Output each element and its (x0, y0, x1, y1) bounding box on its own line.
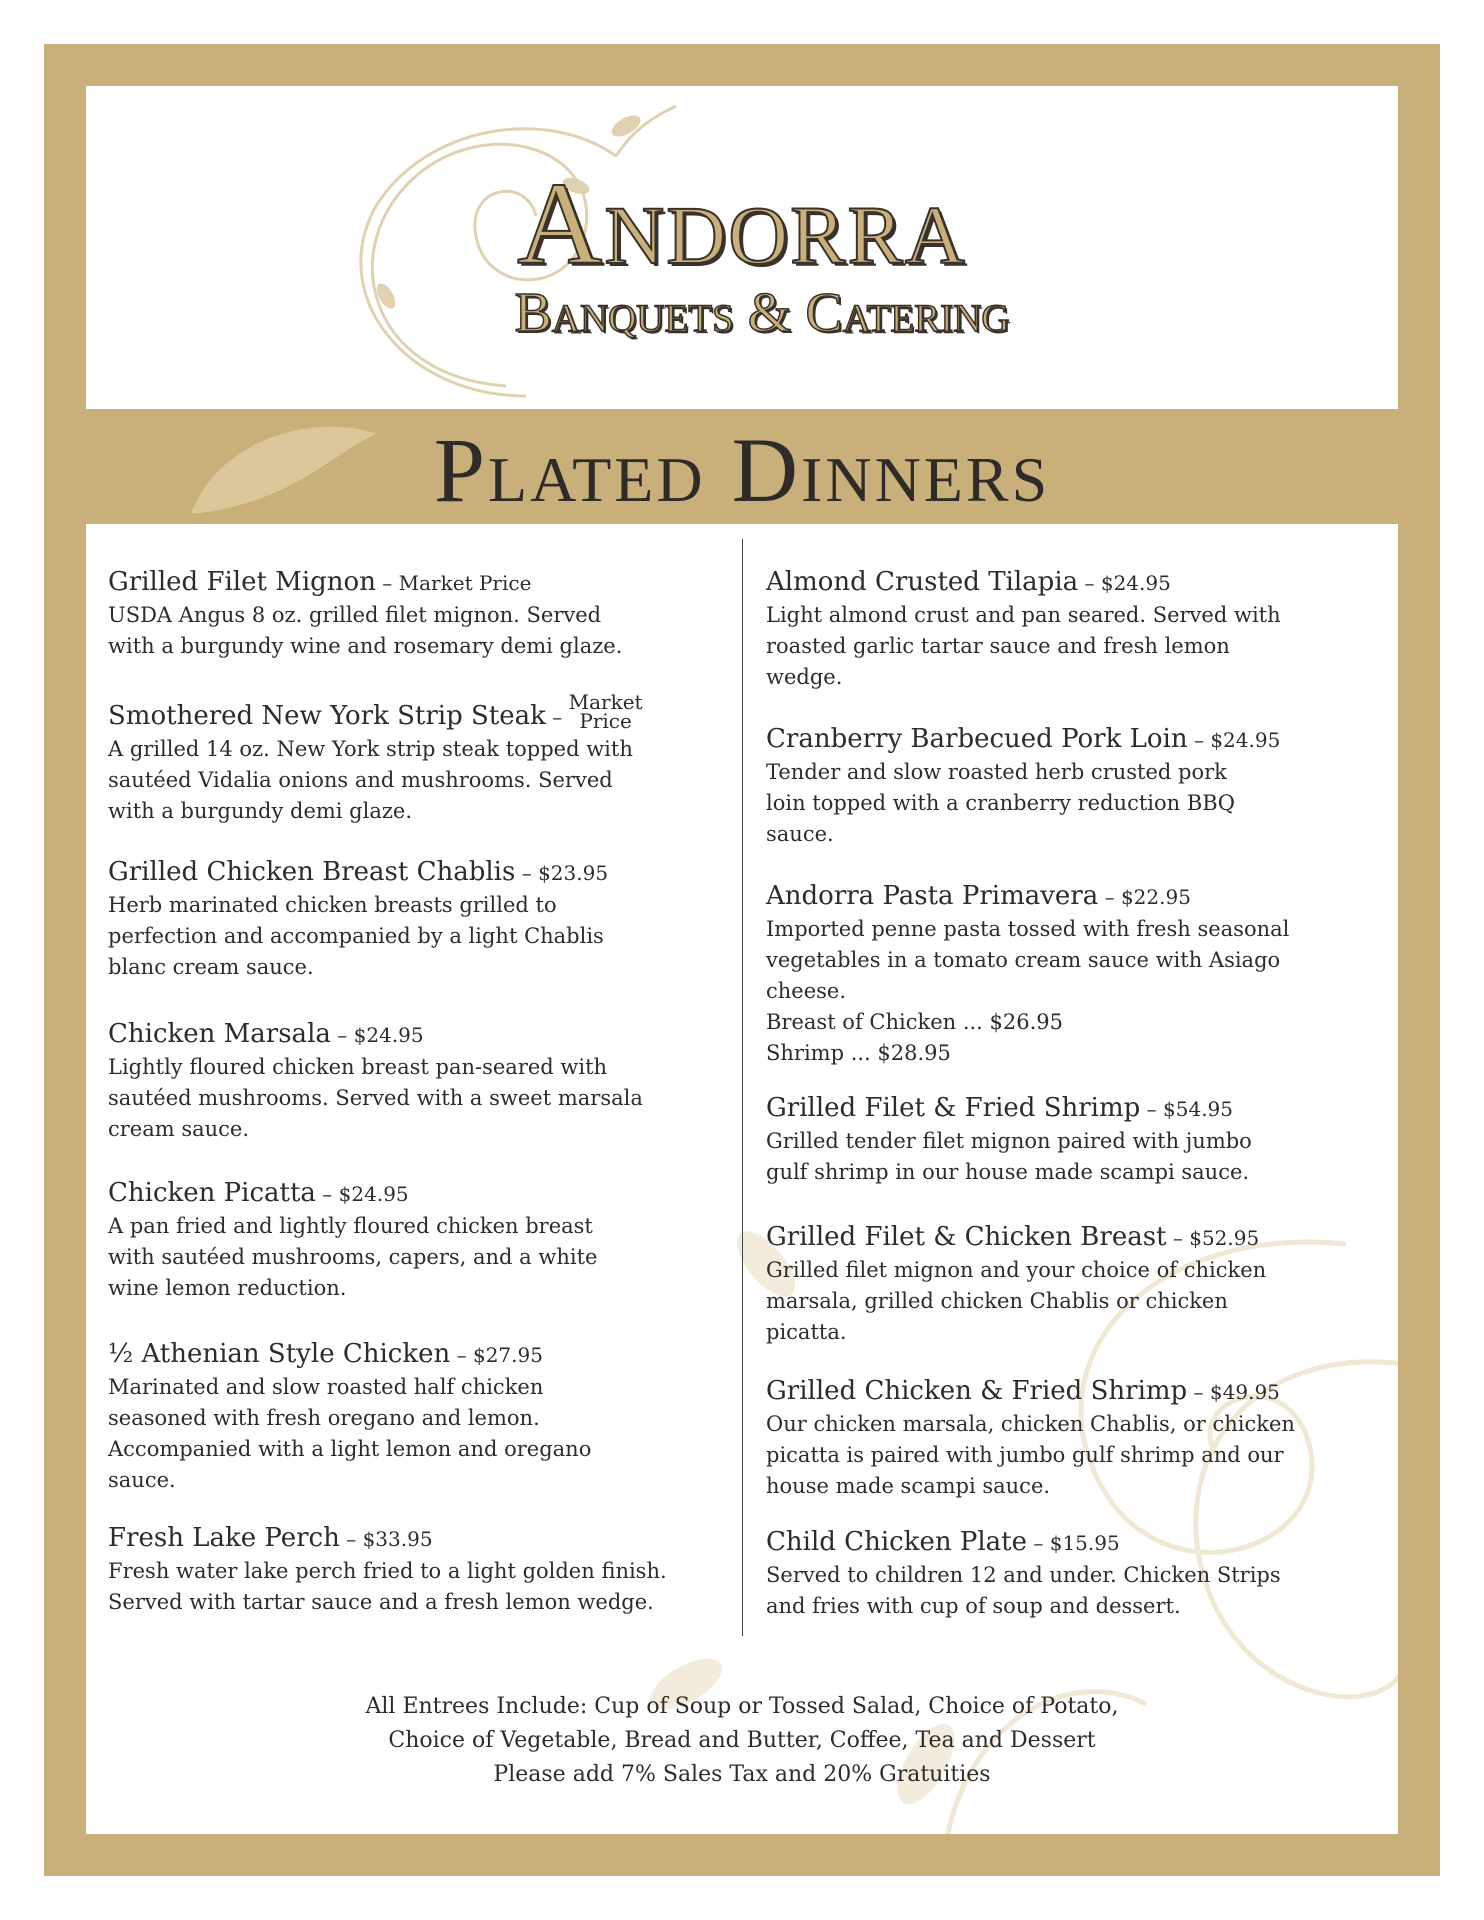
menu-item (108, 1176, 748, 1304)
menu-item-title (766, 722, 1406, 757)
logo-header (86, 86, 1398, 409)
menu-item (766, 1374, 1406, 1502)
footer-line: Choice of Vegetable, Bread and Butter, Coffee, Tea and Dessert (388, 1728, 1096, 1753)
price-separator: – (330, 1023, 354, 1047)
menu-item-description: A grilled 14 oz. New York strip steak topped with (108, 737, 633, 761)
footer-line: All Entrees Include: Cup of Soup or Tossed Salad, Choice of Potato, (365, 1694, 1119, 1719)
menu-item-price: $54.95 (1163, 1097, 1233, 1121)
menu-item-title (108, 855, 748, 890)
menu-item-price: $15.95 (1049, 1531, 1120, 1555)
price-separator: – (315, 1182, 339, 1206)
menu-item-price: $33.95 (362, 1527, 433, 1551)
price-separator: – (1166, 1226, 1190, 1250)
menu-item-description: Tender and slow roasted herb crusted pork (766, 760, 1227, 784)
menu-item-description: sauce. (766, 822, 834, 846)
menu-item-description: Served to children 12 and under. Chicken Strips (766, 1563, 1281, 1587)
menu-item-description: Served with tartar sauce and a fresh lemon wedge. (108, 1590, 654, 1614)
menu-item-price: $52.95 (1189, 1226, 1260, 1250)
price-separator: – (1187, 1380, 1210, 1404)
menu-item-description: picatta is paired with jumbo gulf shrimp and our (766, 1443, 1284, 1467)
menu-item-name: Grilled Chicken Breast Chablis (108, 857, 516, 887)
menu-item-name: Grilled Filet & Fried Shrimp (766, 1093, 1141, 1123)
menu-footer (0, 1690, 1484, 1792)
menu-item-title (766, 1374, 1406, 1409)
menu-item (108, 855, 748, 983)
menu-item-name: Andorra Pasta Primavera (766, 881, 1099, 911)
logo-title: Andorra (517, 158, 967, 289)
menu-item-description: cheese. (766, 979, 847, 1003)
menu-item-name: Cranberry Barbecued Pork Loin (766, 724, 1188, 754)
menu-item-description: Accompanied with a light lemon and oregano (108, 1437, 592, 1461)
menu-item-description: Shrimp ... $28.95 (766, 1041, 951, 1065)
menu-item-description: Lightly floured chicken breast pan-seared with (108, 1055, 608, 1079)
menu-item (108, 1017, 748, 1145)
menu-item-description: Fresh water lake perch fried to a light golden finish. (108, 1559, 667, 1583)
menu-item-description: Grilled filet mignon and your choice of chicken (766, 1258, 1267, 1282)
menu-item-description: with sautéed mushrooms, capers, and a white (108, 1245, 598, 1269)
menu-item-title (108, 1176, 748, 1211)
menu-item-description: marsala, grilled chicken Chablis or chicken (766, 1289, 1228, 1313)
menu-item-price: $23.95 (538, 861, 609, 885)
menu-item-name: ½ Athenian Style Chicken (108, 1339, 451, 1369)
menu-item-price: Market Price (398, 571, 532, 595)
menu-item-description: sautéed Vidalia onions and mushrooms. Served (108, 768, 613, 792)
price-separator: – (545, 705, 569, 729)
menu-item-name: Chicken Marsala (108, 1019, 331, 1049)
menu-item-description: vegetables in a tomato cream sauce with Asiago (766, 948, 1281, 972)
menu-item-description: wine lemon reduction. (108, 1276, 347, 1300)
menu-item-description: Herb marinated chicken breasts grilled to (108, 893, 557, 917)
menu-item-price: $22.95 (1120, 885, 1191, 909)
menu-item (108, 1521, 748, 1618)
menu-item-title (108, 1337, 748, 1372)
menu-item-description: Marinated and slow roasted half chicken (108, 1375, 544, 1399)
menu-item-description: blanc cream sauce. (108, 955, 314, 979)
menu-item-description: USDA Angus 8 oz. grilled filet mignon. Served (108, 603, 602, 627)
menu-item-price: $24.95 (338, 1182, 409, 1206)
price-separator: – (450, 1343, 473, 1367)
menu-item-price: $49.95 (1209, 1380, 1280, 1404)
menu-item-description: loin topped with a cranberry reduction BBQ (766, 791, 1235, 815)
menu-item-price: $24.95 (1100, 571, 1171, 595)
menu-item (766, 1091, 1406, 1188)
price-separator: – (375, 571, 399, 595)
menu-item-title (108, 565, 748, 600)
menu-item-name: Child Chicken Plate (766, 1527, 1027, 1557)
menu-item-title (108, 1017, 748, 1052)
price-separator: – (515, 861, 539, 885)
menu-item (766, 879, 1406, 1069)
footer-line: Please add 7% Sales Tax and 20% Gratuities (493, 1762, 991, 1787)
price-separator: – (1187, 728, 1211, 752)
menu-item-title (766, 1525, 1406, 1560)
menu-item-name: Chicken Picatta (108, 1178, 316, 1208)
menu-item (766, 1525, 1406, 1622)
price-separator: – (1027, 1531, 1050, 1555)
menu-item-title (766, 879, 1406, 914)
menu-item-price: $24.95 (353, 1023, 424, 1047)
menu-item-title (766, 1220, 1406, 1255)
price-line: Price (579, 709, 632, 733)
menu-item-name: Grilled Filet & Chicken Breast (766, 1222, 1167, 1252)
menu-item-price: $24.95 (1210, 728, 1281, 752)
title-band (86, 409, 1398, 524)
menu-item-description: sauce. (108, 1468, 176, 1492)
price-separator: – (1140, 1097, 1164, 1121)
price-separator: – (1098, 885, 1121, 909)
menu-item-title (108, 1521, 748, 1556)
menu-item-description: picatta. (766, 1320, 847, 1344)
menu-item-price (568, 690, 643, 733)
menu-item (108, 690, 748, 827)
logo-tagline: Banquets & Catering (514, 282, 1010, 344)
menu-item-name: Grilled Filet Mignon (108, 567, 376, 597)
menu-item-description: cream sauce. (108, 1117, 250, 1141)
menu-item (766, 1220, 1406, 1348)
menu-item-description: A pan fried and lightly floured chicken breast (108, 1214, 593, 1238)
menu-item-price: $27.95 (472, 1343, 543, 1367)
menu-item-description: sautéed mushrooms. Served with a sweet marsala (108, 1086, 643, 1110)
menu-item-description: gulf shrimp in our house made scampi sauce. (766, 1160, 1250, 1184)
menu-item-description: house made scampi sauce. (766, 1474, 1051, 1498)
menu-item-description: and fries with cup of soup and dessert. (766, 1594, 1181, 1618)
menu-item-description: with a burgundy demi glaze. (108, 799, 413, 823)
menu-item-description: Light almond crust and pan seared. Served with (766, 603, 1281, 627)
menu-item-description: Breast of Chicken ... $26.95 (766, 1010, 1064, 1034)
menu-item-description: with a burgundy wine and rosemary demi glaze. (108, 634, 623, 658)
page-title: Plated Dinners (433, 419, 1051, 521)
price-separator: – (339, 1527, 363, 1551)
menu-item-title (766, 1091, 1406, 1126)
menu-item (766, 722, 1406, 850)
menu-item-name: Fresh Lake Perch (108, 1523, 340, 1553)
menu-item-description: wedge. (766, 665, 843, 689)
price-line: Market (568, 690, 643, 714)
menu-item (108, 565, 748, 662)
menu-item-description: Our chicken marsala, chicken Chablis, or chicken (766, 1412, 1295, 1436)
menu-item-description: Grilled tender filet mignon paired with jumbo (766, 1129, 1252, 1153)
menu-item-description: seasoned with fresh oregano and lemon. (108, 1406, 540, 1430)
menu-item (108, 1337, 748, 1496)
price-separator: – (1078, 571, 1101, 595)
menu-item-description: perfection and accompanied by a light Chablis (108, 924, 604, 948)
menu-item-title (108, 690, 748, 734)
menu-item-name: Almond Crusted Tilapia (766, 567, 1079, 597)
menu-item-description: roasted garlic tartar sauce and fresh lemon (766, 634, 1230, 658)
menu-item (766, 565, 1406, 693)
menu-item-name: Smothered New York Strip Steak (108, 701, 546, 731)
menu-item-title (766, 565, 1406, 600)
menu-item-name: Grilled Chicken & Fried Shrimp (766, 1376, 1188, 1406)
menu-item-description: Imported penne pasta tossed with fresh seasonal (766, 917, 1290, 941)
